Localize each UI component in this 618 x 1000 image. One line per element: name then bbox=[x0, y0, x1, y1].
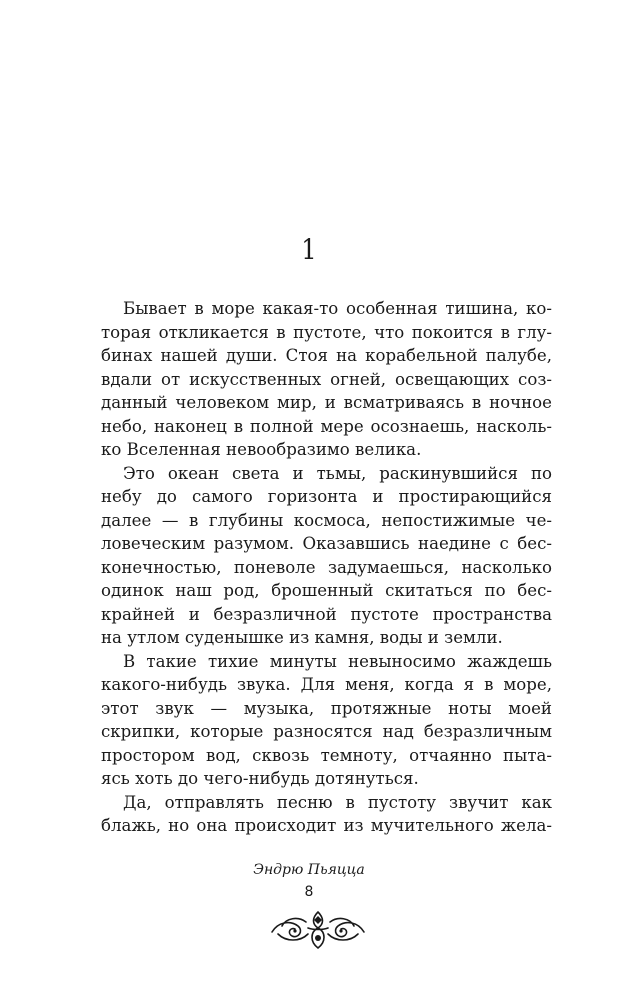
text-line: Это океан света и тьмы, раскинувшийся по bbox=[123, 463, 552, 483]
text-line: Да, отправлять песню в пустоту звучит как bbox=[123, 792, 552, 812]
text-line: конечностью, поневоле задумаешься, насколько bbox=[101, 557, 552, 577]
chapter-number: 1 bbox=[301, 233, 317, 266]
text-line: В такие тихие минуты невыносимо жаждешь bbox=[123, 651, 552, 671]
running-footer-author: Эндрю Пьяцца bbox=[253, 862, 365, 878]
text-line: на утлом суденышке из камня, воды и земли. bbox=[101, 628, 503, 647]
text-line: ясь хоть до чего-нибудь дотянуться. bbox=[101, 769, 419, 788]
text-line: Бывает в море какая-то особенная тишина, ко- bbox=[123, 299, 552, 318]
text-line: ловеческим разумом. Оказавшись наедине с бес- bbox=[101, 534, 552, 553]
text-line: небу до самого горизонта и простирающийся bbox=[101, 487, 552, 506]
text-line: этот звук — музыка, протяжные ноты моей bbox=[101, 698, 552, 718]
body-text bbox=[101, 297, 552, 838]
text-line: небо, наконец в полной мере осознаешь, насколь- bbox=[101, 416, 552, 436]
text-line: простором вод, сквозь темноту, отчаянно пыта- bbox=[101, 745, 552, 765]
text-line: крайней и безразличной пустоте пространства bbox=[101, 604, 552, 624]
text-line: скрипки, которые разносятся над безразличным bbox=[101, 722, 552, 741]
text-line: вдали от искусственных огней, освещающих соз- bbox=[101, 369, 552, 389]
text-line: данный человеком мир, и всматриваясь в ночное bbox=[101, 393, 552, 412]
text-line: бинах нашей души. Стоя на корабельной палубе, bbox=[101, 346, 552, 365]
text-line: далее — в глубины космоса, непостижимые че- bbox=[101, 510, 552, 530]
page-number: 8 bbox=[304, 884, 314, 900]
text-line: ко Вселенная невообразимо велика. bbox=[101, 440, 422, 459]
text-line: торая откликается в пустоте, что покоится в глу- bbox=[101, 322, 552, 342]
text-line: одинок наш род, брошенный скитаться по бес- bbox=[101, 581, 552, 600]
flourish-ornament-icon bbox=[268, 906, 368, 954]
text-line: какого-нибудь звука. Для меня, когда я в море, bbox=[101, 675, 552, 694]
text-line: блажь, но она происходит из мучительного жела- bbox=[101, 816, 552, 835]
